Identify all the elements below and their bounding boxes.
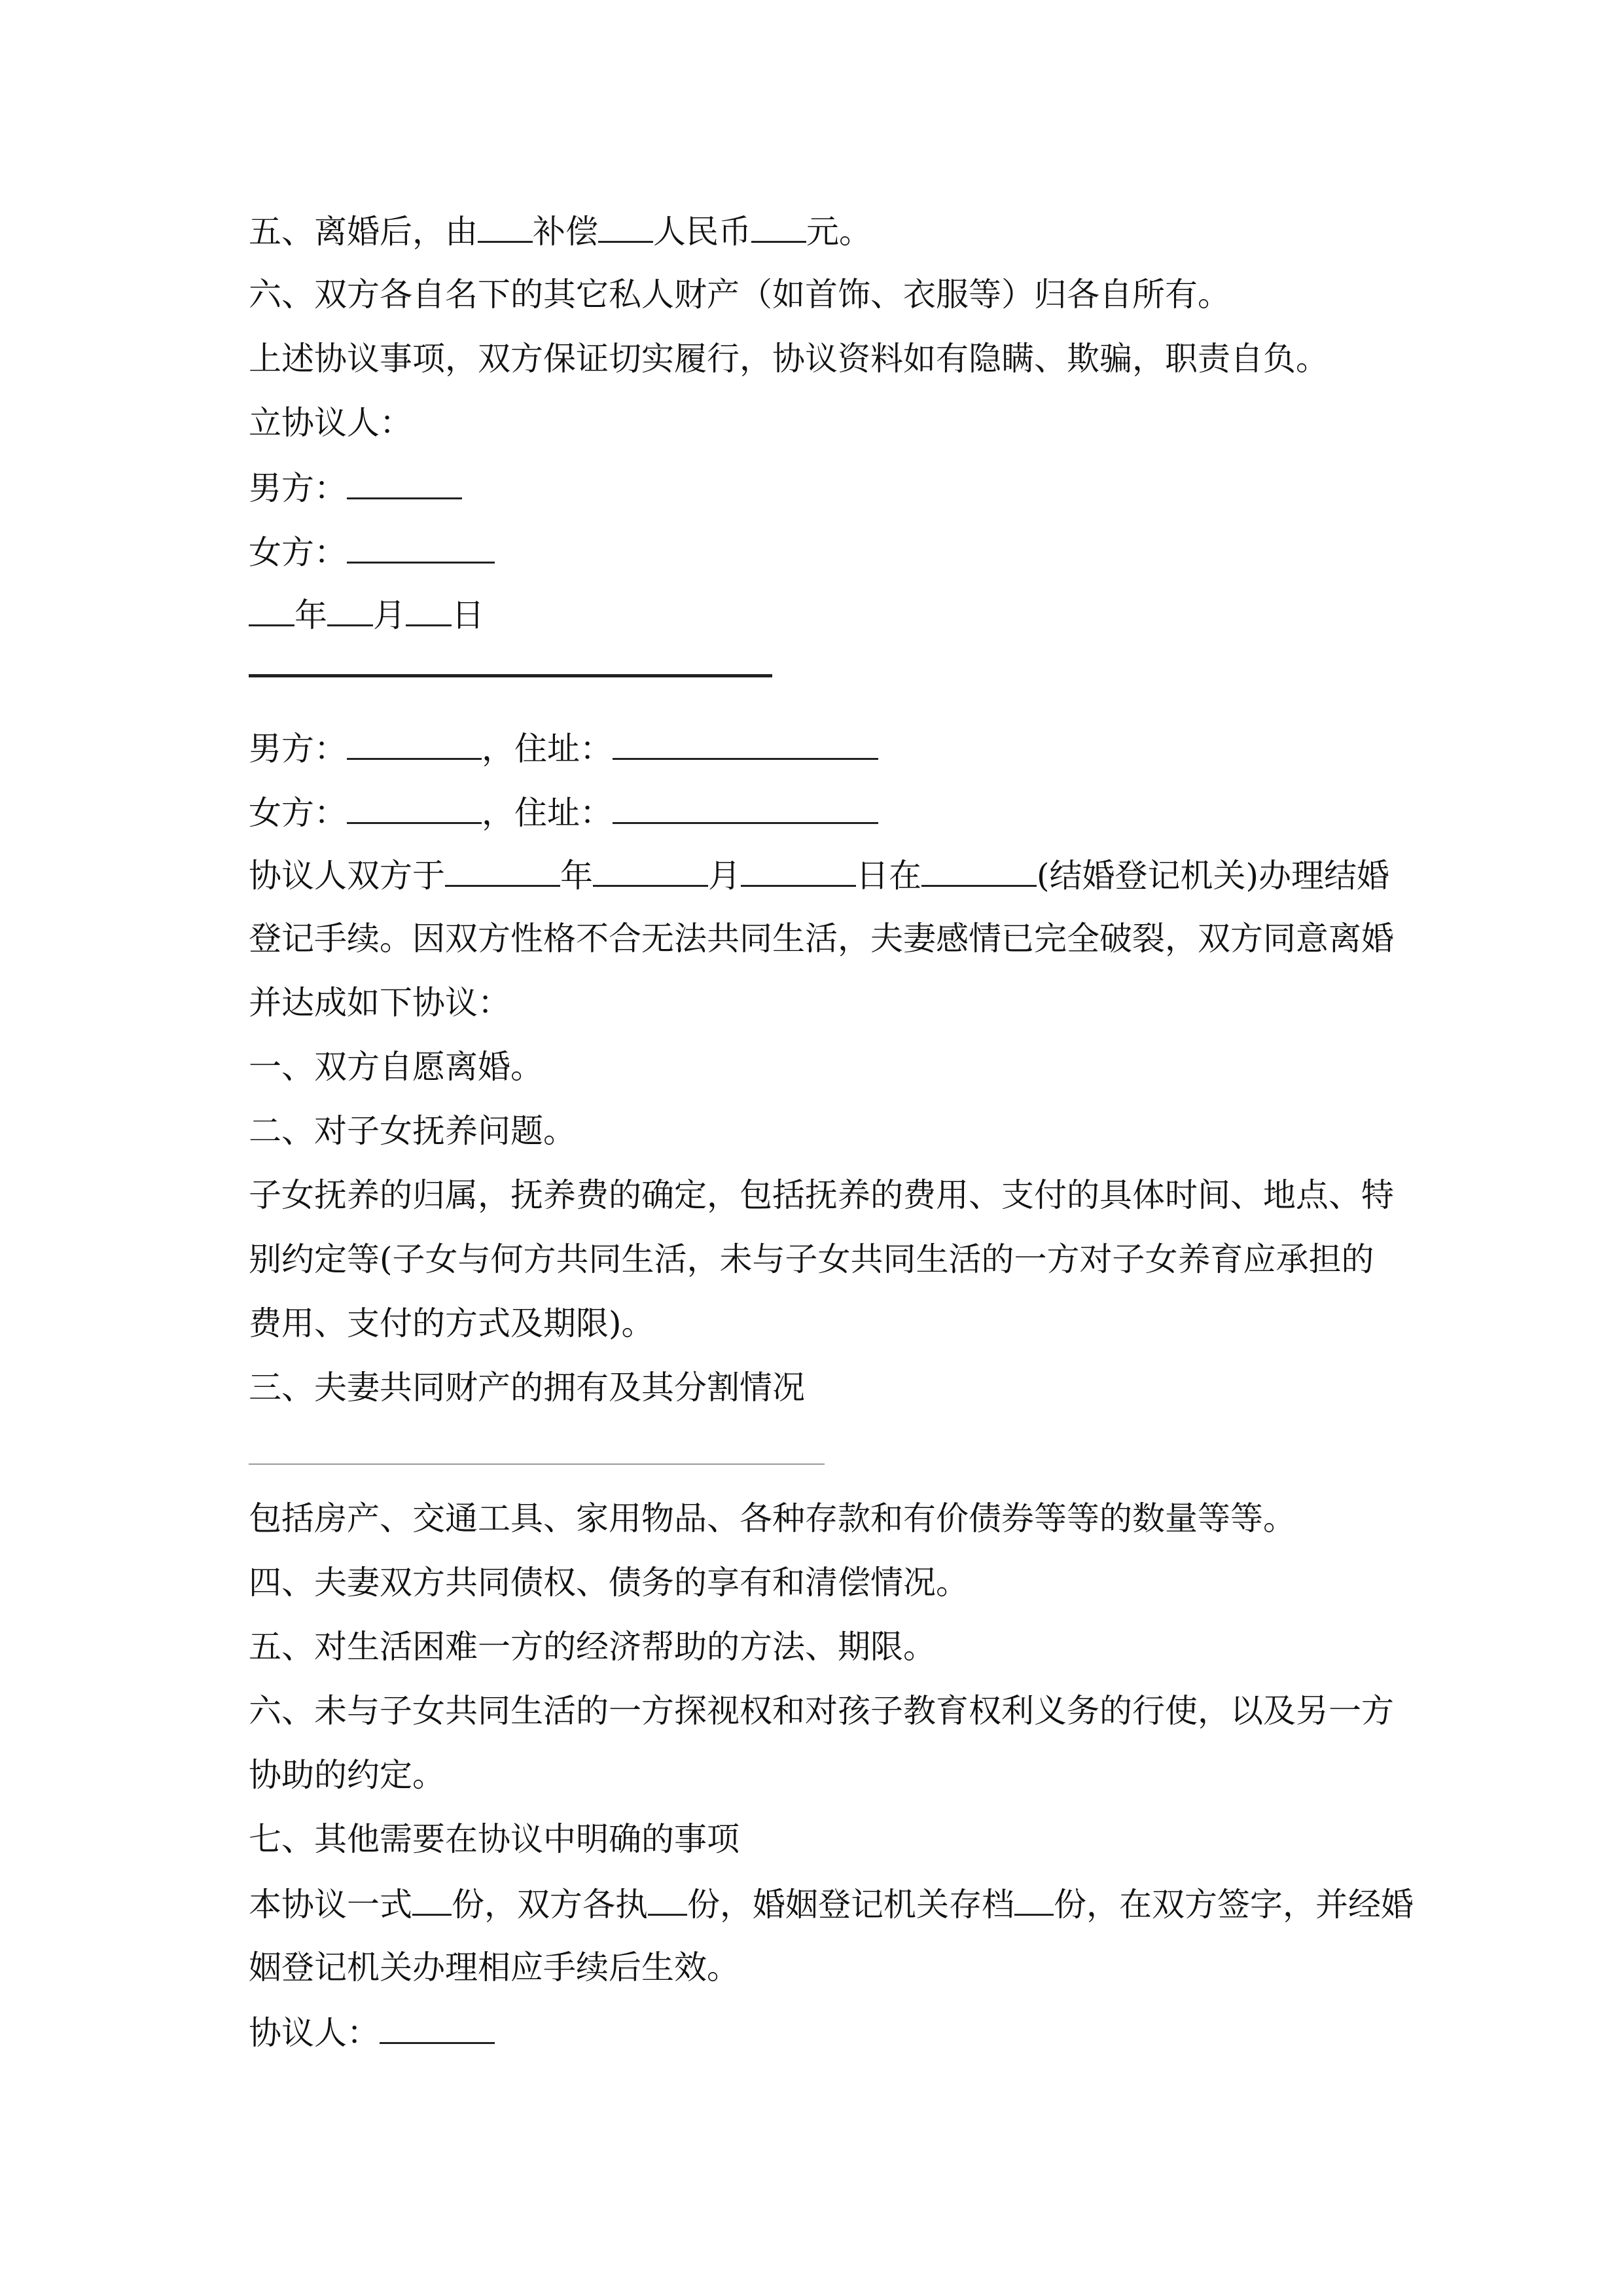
- text: 份，双方各执: [452, 1886, 648, 1924]
- text: 男方：: [249, 730, 347, 768]
- blank-field: [478, 211, 533, 243]
- text: 女方：: [249, 533, 347, 571]
- text: 份，在双方签字，并经婚: [1054, 1886, 1414, 1924]
- line-female-address: [249, 792, 878, 833]
- section-divider: [249, 674, 772, 677]
- blank-field: [613, 728, 878, 760]
- clause-5: 五、对生活困难一方的经济帮助的方法、期限。: [249, 1628, 936, 1666]
- paragraph-line: 姻登记机关办理相应手续后生效。: [249, 1948, 740, 1986]
- line-compensation: [249, 211, 872, 251]
- text: ，住址：: [482, 730, 613, 768]
- line-male-party: [249, 467, 462, 508]
- paragraph-line: 登记手续。因双方性格不合无法共同生活，夫妻感情已完全破裂，双方同意离婚: [249, 920, 1394, 958]
- text: 人民币: [653, 213, 751, 251]
- blank-field: [406, 594, 452, 626]
- paragraph-line: 并达成如下协议：: [249, 984, 510, 1022]
- blank-field: [598, 211, 653, 243]
- blank-field: [445, 855, 560, 887]
- line-registration: [249, 855, 1389, 895]
- text: 协议人双方于: [249, 857, 445, 895]
- line-signatories-label: 立协议人：: [249, 404, 412, 442]
- clause-1: 一、双方自愿离婚。: [249, 1048, 543, 1086]
- clause-7: 七、其他需要在协议中明确的事项: [249, 1820, 740, 1858]
- paragraph-line: 别约定等(子女与何方共同生活，未与子女共同生活的一方对子女养育应承担的: [249, 1240, 1374, 1278]
- text: 月: [708, 857, 741, 895]
- text: 女方：: [249, 794, 347, 832]
- blank-field: [327, 594, 373, 626]
- text: 五、离婚后，由: [249, 213, 478, 251]
- clause-4: 四、夫妻双方共同债权、债务的享有和清偿情况。: [249, 1564, 969, 1602]
- text: 协议人：: [249, 2014, 380, 2052]
- clause-3: 三、夫妻共同财产的拥有及其分割情况: [249, 1369, 805, 1407]
- text: 日: [452, 596, 484, 634]
- text: 补偿: [533, 213, 598, 251]
- blank-field: [347, 531, 495, 564]
- clause-6: 六、未与子女共同生活的一方探视权和对孩子教育权利义务的行使，以及另一方: [249, 1692, 1394, 1730]
- line-private-property: 六、双方各自名下的其它私人财产（如首饰、衣服等）归各自所有。: [249, 276, 1230, 314]
- text: (结婚登记机关)办理结婚: [1037, 857, 1390, 895]
- line-guarantee: 上述协议事项，双方保证切实履行，协议资料如有隐瞒、欺骗，职责自负。: [249, 340, 1329, 378]
- blank-field: [380, 2012, 495, 2044]
- paragraph-line: 子女抚养的归属，抚养费的确定，包括抚养的费用、支付的具体时间、地点、特: [249, 1176, 1394, 1214]
- text: ，住址：: [482, 794, 613, 832]
- paragraph-line: 协助的约定。: [249, 1756, 445, 1794]
- clause-2: 二、对子女抚养问题。: [249, 1112, 576, 1150]
- line-copies: [249, 1884, 1414, 1924]
- line-signatory: [249, 2012, 495, 2053]
- blank-field: [347, 792, 482, 824]
- text: 月: [373, 596, 406, 634]
- blank-field: [412, 1884, 452, 1916]
- fill-in-line: [249, 1463, 825, 1465]
- blank-field: [593, 855, 708, 887]
- blank-field: [648, 1884, 687, 1916]
- line-female-party: [249, 531, 495, 572]
- text: 男方：: [249, 469, 347, 507]
- blank-field: [613, 792, 878, 824]
- paragraph-line: 费用、支付的方式及期限)。: [249, 1304, 654, 1342]
- text: 份，婚姻登记机关存档: [687, 1886, 1014, 1924]
- text: 元。: [806, 213, 872, 251]
- blank-field: [751, 211, 806, 243]
- line-male-address: [249, 728, 878, 768]
- text: 年: [294, 596, 327, 634]
- blank-field: [741, 855, 856, 887]
- blank-field: [347, 467, 462, 499]
- blank-field: [921, 855, 1037, 887]
- text: 日在: [856, 857, 921, 895]
- paragraph-line: 包括房产、交通工具、家用物品、各种存款和有价债券等等的数量等等。: [249, 1499, 1296, 1537]
- blank-field: [347, 728, 482, 760]
- text: 年: [560, 857, 593, 895]
- blank-field: [1014, 1884, 1054, 1916]
- text: 本协议一式: [249, 1886, 412, 1924]
- line-date: [249, 594, 484, 635]
- blank-field: [249, 594, 294, 626]
